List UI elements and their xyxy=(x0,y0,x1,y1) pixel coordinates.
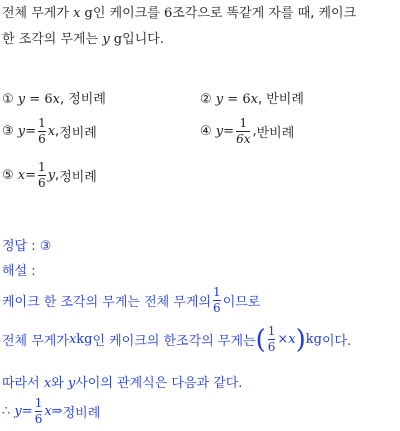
fraction: $\frac{1}{6x}$ xyxy=(236,116,251,146)
choice-4[interactable]: ④ y = $\frac{1}{6x}$ , 반비례 xyxy=(200,116,295,146)
explanation-line-3: 따라서 x와 y사이의 관계식은 다음과 같다. xyxy=(2,376,243,391)
explanation-label: 해설 : xyxy=(2,264,36,279)
answer: 정답 : ③ xyxy=(2,239,52,254)
fraction: $\frac{1}{6}$ xyxy=(38,116,46,146)
choice-1[interactable]: ① y = 6x, 정비례 xyxy=(2,92,106,107)
problem-line-2: 한 조각의 무게는 y g입니다. xyxy=(2,32,164,47)
explanation-line-1: 케이크 한 조각의 무게는 전체 무게의 $\frac{1}{6}$ 이므로 xyxy=(2,285,261,315)
explanation-line-2: 전체 무게가 x kg 인 케이크의 한조각의 무게는 ( $\frac{1}{6}$ × x ) kg 이다. xyxy=(2,324,352,355)
problem-line-1: 전체 무게가 x g인 케이크를 6조각으로 똑같게 자를 때, 케이크 xyxy=(2,6,357,21)
choice-2[interactable]: ② y = 6x, 반비례 xyxy=(200,92,304,107)
fraction: $\frac{1}{6}$ xyxy=(34,396,43,426)
choice-5[interactable]: ⑤ x = $\frac{1}{6}$ y , 정비례 xyxy=(2,160,97,190)
explanation-line-4: ∴ y = $\frac{1}{6}$ x ⇒ 정비례 xyxy=(2,396,101,426)
fraction: $\frac{1}{6}$ xyxy=(267,324,276,354)
fraction: $\frac{1}{6}$ xyxy=(213,285,221,315)
choice-3[interactable]: ③ y = $\frac{1}{6}$ x , 정비례 xyxy=(2,116,97,146)
fraction: $\frac{1}{6}$ xyxy=(38,160,46,190)
